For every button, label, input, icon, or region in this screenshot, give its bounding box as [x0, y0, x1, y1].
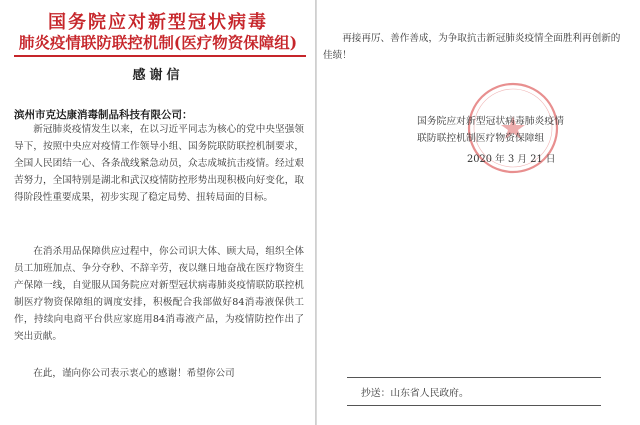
- cc-rule-bottom: [347, 405, 601, 406]
- letterhead-line-2: 肺炎疫情联防联控机制(医疗物资保障组): [18, 33, 298, 52]
- letterhead-rule: [14, 55, 306, 57]
- signature-line-1: 国务院应对新型冠状病毒肺炎疫情: [417, 116, 564, 127]
- letter-title: 感谢信: [132, 68, 184, 83]
- cc-line: 抄送：山东省人民政府。: [361, 388, 469, 399]
- addressee: 滨州市克达康消毒制品科技有限公司：: [14, 109, 193, 121]
- continuation-paragraph: 再接再厉、善作善成，为争取抗击新冠肺炎疫情全面胜利再创新的佳绩！: [323, 33, 621, 61]
- body-paragraph-3: 在此，谨向你公司表示衷心的感谢！希望你公司: [33, 368, 235, 379]
- letterhead-line-1: 国务院应对新型冠状病毒: [48, 12, 268, 33]
- cc-rule-top: [347, 377, 601, 378]
- signature-date: 2020 年 3 月 21 日: [467, 154, 556, 165]
- letter-left-page: [0, 0, 316, 425]
- signature-line-2: 联防联控机制医疗物资保障组: [417, 133, 545, 144]
- body-paragraph-1: 新冠肺炎疫情发生以来，在以习近平同志为核心的党中央坚强领导下，按照中央应对疫情工作领导小组、国务院联防联控机制要求，全国人民团结一心、各条战线紧急动员，众志成城抗击疫情。经过艰苦努力，全国特别是湖北和武汉疫情防控形势出现积极向好变化，取得阶段性重要成果，初步实现了稳定局势、扭转局面的目标。: [14, 124, 304, 203]
- body-paragraph-2: 在消杀用品保障供应过程中，你公司识大体、顾大局，组织全体员工加班加点、争分夺秒、不辞辛劳，夜以继日地奋战在医疗物资生产保障一线，自觉服从国务院应对新型冠状病毒肺炎疫情联防联控机制医疗物资保障组的调度安排，积极配合我部做好84消毒液保供工作，持续向电商平台供应家庭用84消毒液产品，为疫情防控作出了突出贡献。: [14, 246, 304, 342]
- letter-right-page: [317, 0, 640, 425]
